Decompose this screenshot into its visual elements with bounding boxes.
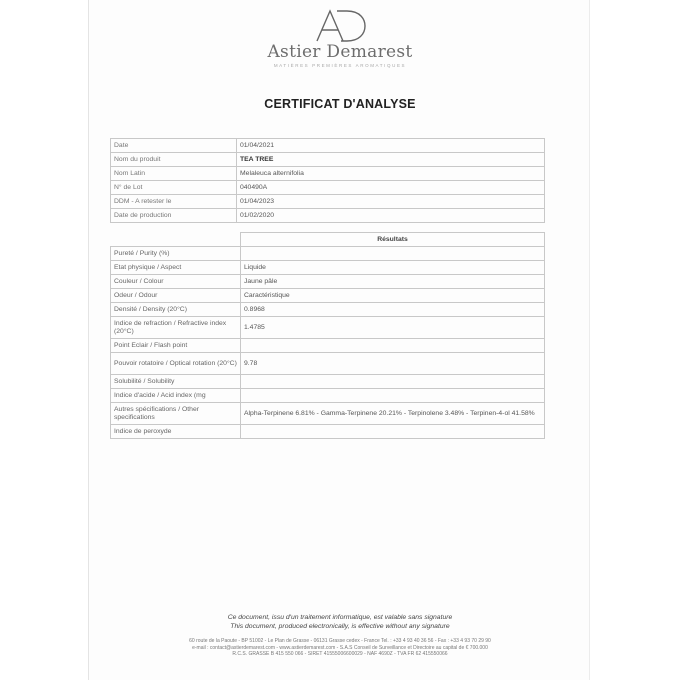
table-row: [111, 425, 545, 439]
row-value: Caractéristique: [241, 289, 545, 303]
row-label: Date: [111, 139, 237, 153]
table-row: [111, 247, 545, 261]
row-value: [241, 339, 545, 353]
row-value: 1.4785: [241, 317, 545, 339]
row-value: 01/02/2020: [237, 209, 545, 223]
row-label: Point Eclair / Flash point: [111, 339, 241, 353]
footer-registry: R.C.S. GRASSE B 415 550 066 - SIRET 41555006600029 - NAF 4690Z - TVA FR 62 415550066: [232, 651, 448, 657]
row-value: Melaleuca alternifolia: [237, 167, 545, 181]
results-table: [110, 232, 545, 439]
row-label: Pureté / Purity (%): [111, 247, 241, 261]
row-label: Solubilité / Solubility: [111, 375, 241, 389]
footer-contact: e-mail : contact@astierdemarest.com - www.astierdemarest.com - S.A.S Conseil de Surveillance et Directoire au capital de € 700.000: [192, 644, 488, 651]
row-label: Date de production: [111, 209, 237, 223]
table-row: [111, 195, 545, 209]
row-value: [241, 389, 545, 403]
table-row: [111, 139, 545, 153]
results-header-row: [111, 233, 545, 247]
row-value: 040490A: [237, 181, 545, 195]
table-row: [111, 317, 545, 339]
row-label: N° de Lot: [111, 181, 237, 195]
row-label: DDM - A retester le: [111, 195, 237, 209]
document-title: CERTIFICAT D'ANALYSE: [264, 97, 416, 111]
row-label: Indice d'acide / Acid index (mg: [111, 389, 241, 403]
row-value: Liquide: [241, 261, 545, 275]
product-info-table: [110, 138, 545, 223]
table-row: [111, 289, 545, 303]
row-label: Etat physique / Aspect: [111, 261, 241, 275]
brand-tagline: MATIÈRES PREMIÈRES AROMATIQUES: [273, 63, 407, 68]
footer-company-info: [0, 638, 680, 658]
table-row: [111, 403, 545, 425]
row-value: 0.8968: [241, 303, 545, 317]
notice-fr: Ce document, issu d'un traitement informatique, est valable sans signature: [227, 614, 453, 621]
table-row: [111, 353, 545, 375]
row-value: [241, 375, 545, 389]
table-row: [111, 303, 545, 317]
results-header: Résultats: [241, 233, 545, 247]
table-row: [111, 261, 545, 275]
row-label: Indice de refraction / Refractive index (20°C): [111, 317, 241, 339]
row-label: Indice de peroxyde: [111, 425, 241, 439]
footer-address: 60 route de la Paoute - BP 51002 - Le Plan de Grasse - 06131 Grasse cedex - France Tel. : +33 4 93 40 36 56 - Fax : +33 4 93 70 29 90: [189, 638, 491, 644]
table-row: [111, 209, 545, 223]
row-label: Nom du produit: [111, 153, 237, 167]
row-value: 9.78: [241, 353, 545, 375]
table-row: [111, 167, 545, 181]
ad-monogram-logo: [311, 8, 369, 44]
row-value: 01/04/2021: [237, 139, 545, 153]
table-row: [111, 339, 545, 353]
brand-name: Astier Demarest: [267, 42, 413, 62]
row-value: 01/04/2023: [237, 195, 545, 209]
row-value: [241, 425, 545, 439]
table-row: [111, 375, 545, 389]
row-label: Odeur / Odour: [111, 289, 241, 303]
table-row: [111, 389, 545, 403]
table-row: [111, 153, 545, 167]
row-label: Pouvoir rotatoire / Optical rotation (20°C): [111, 353, 241, 375]
row-label: Densité / Density (20°C): [111, 303, 241, 317]
row-value: [241, 247, 545, 261]
blank-cell: [111, 233, 241, 247]
brand-header: [0, 8, 680, 68]
footer-notice: [0, 613, 680, 631]
row-value: Jaune pâle: [241, 275, 545, 289]
table-row: [111, 275, 545, 289]
row-label: Couleur / Colour: [111, 275, 241, 289]
table-row: [111, 181, 545, 195]
row-value: TEA TREE: [237, 153, 545, 167]
notice-en: This document, produced electronically, is effective without any signature: [230, 623, 450, 630]
row-value: Alpha-Terpinene 6.81% - Gamma-Terpinene 20.21% - Terpinolene 3.48% - Terpinen-4-ol 41.58%: [241, 403, 545, 425]
row-label: Autres spécifications / Other specifications: [111, 403, 241, 425]
row-label: Nom Latin: [111, 167, 237, 181]
